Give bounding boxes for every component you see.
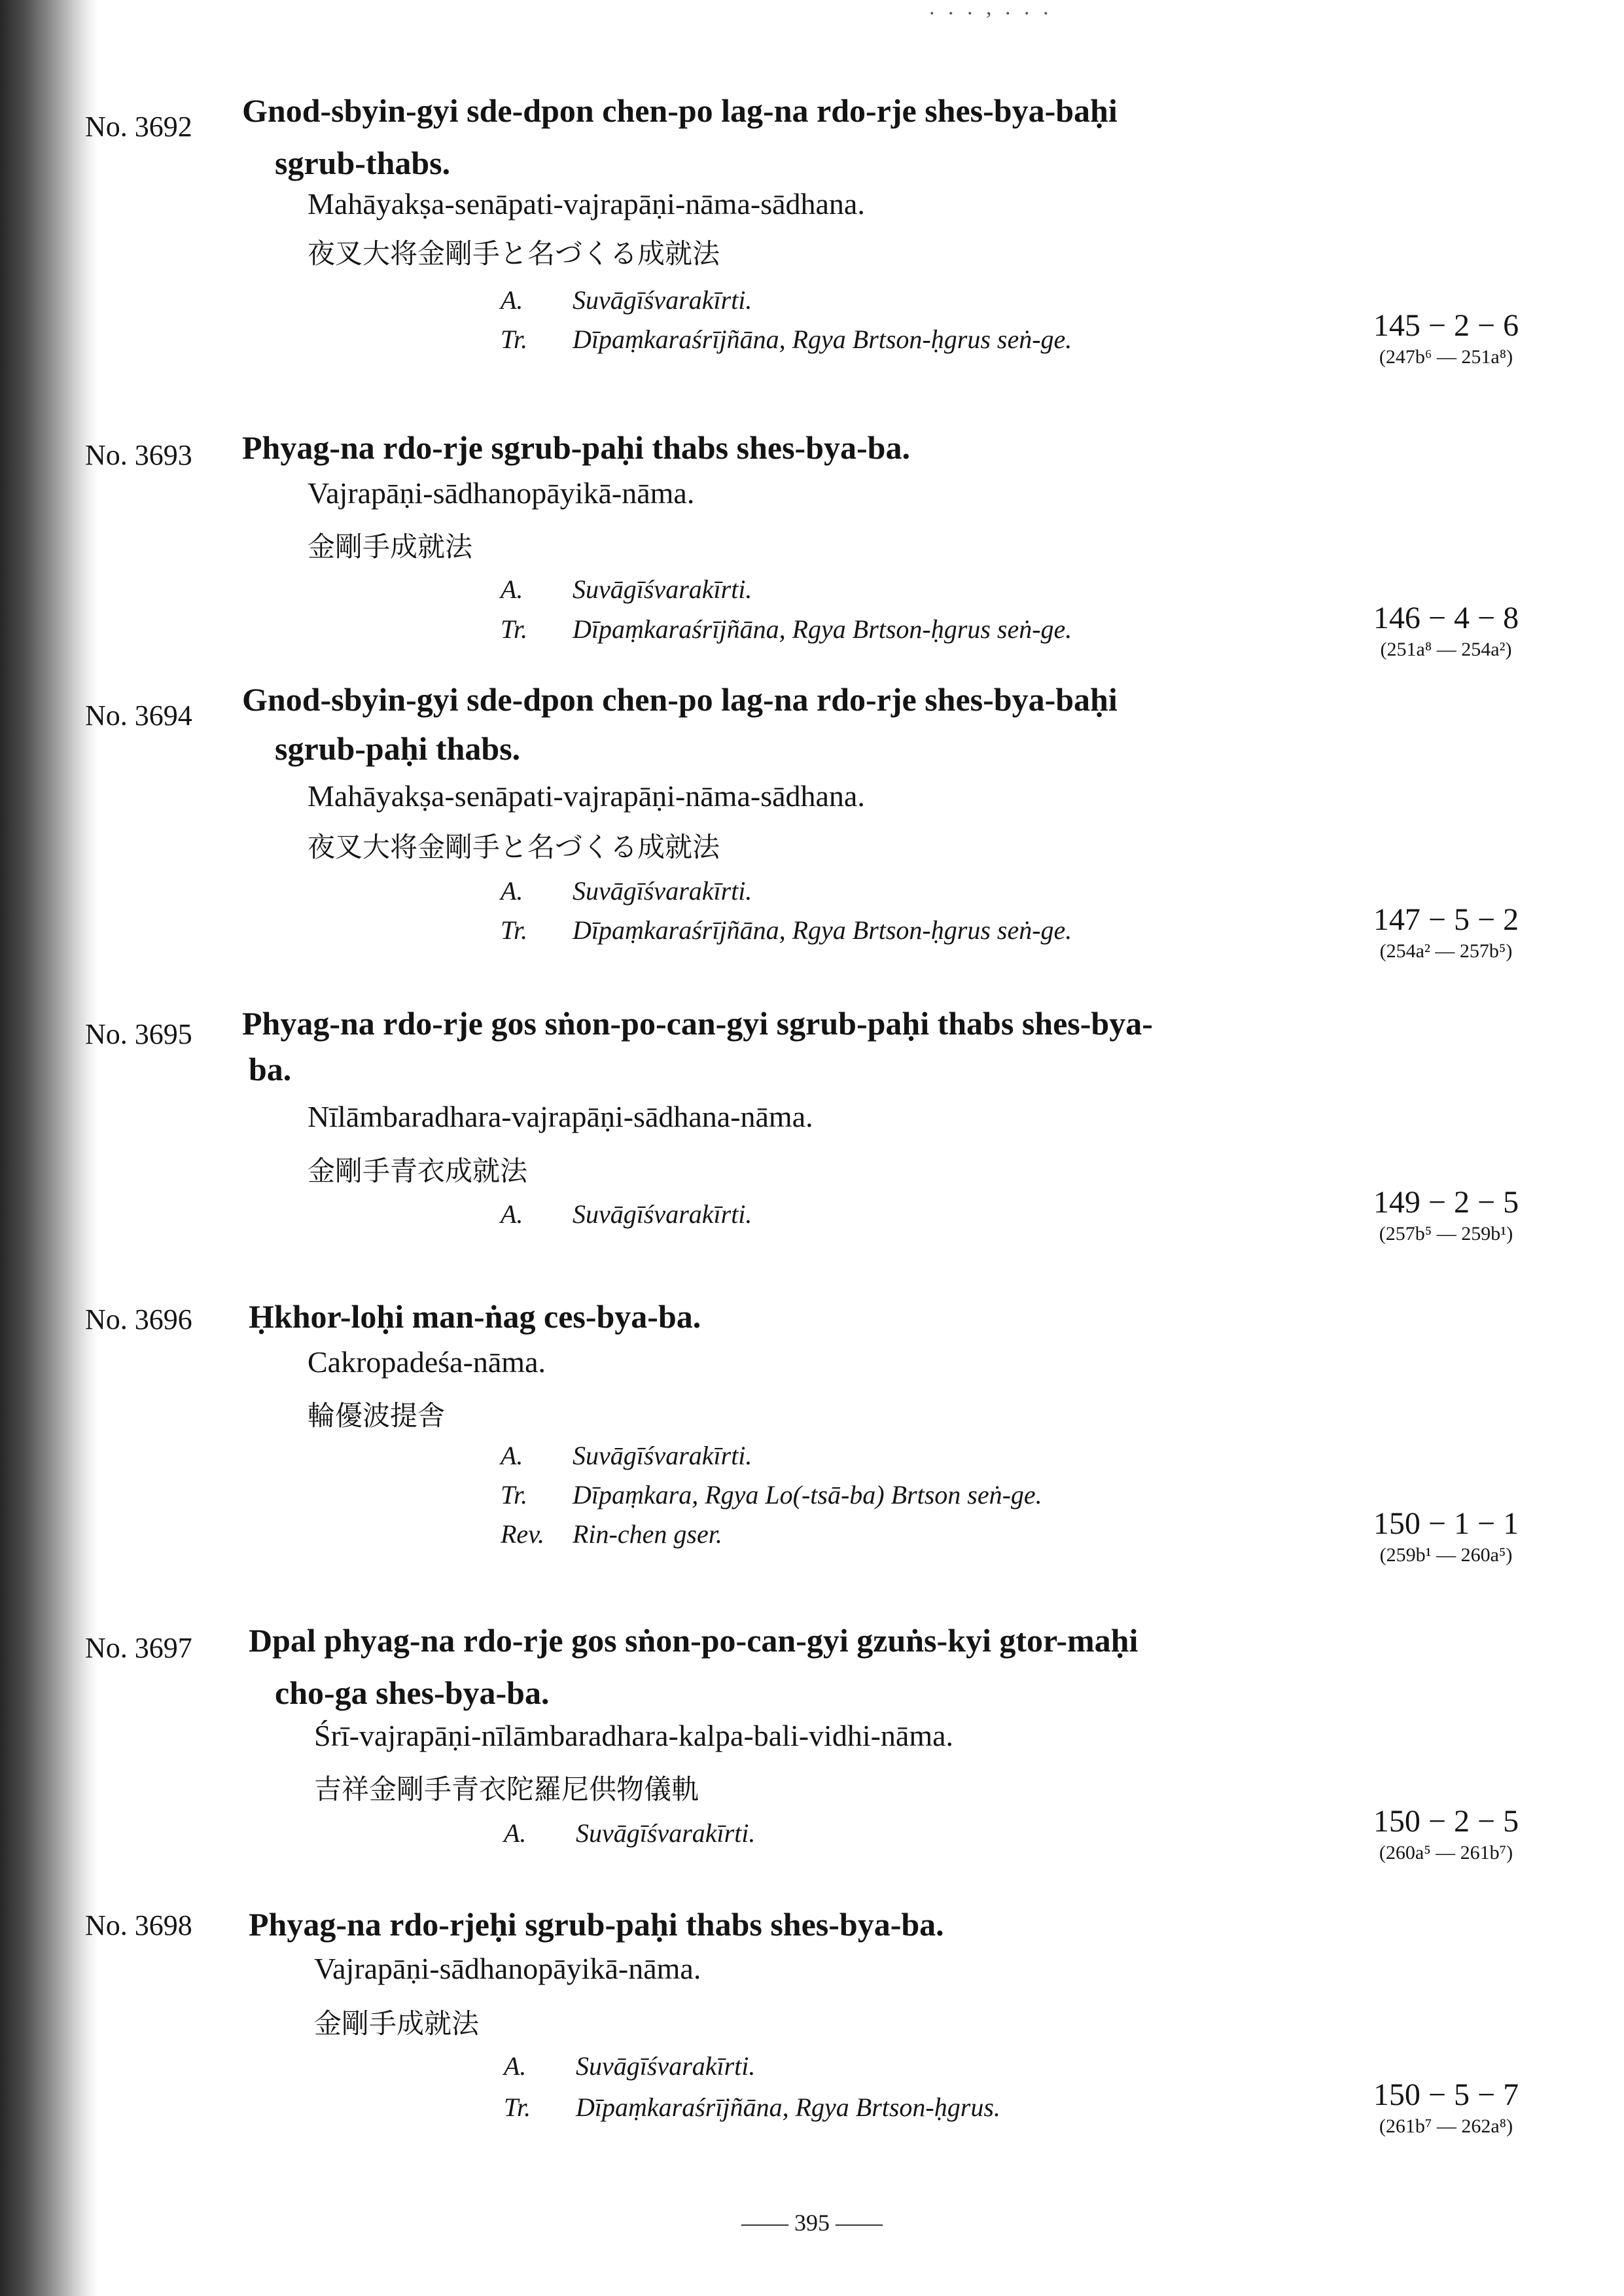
japanese-title: 吉祥金剛手青衣陀羅尼供物儀軌 [314,1773,699,1805]
author-line [501,875,752,906]
folio-range: (260a⁵ — 261b⁷) [1379,1842,1513,1863]
volume-folio-line: 146 − 4 − 8 [1373,601,1519,635]
folio-range: (247b⁶ — 251a⁸) [1379,346,1513,368]
tibetan-title-continued: sgrub-thabs. [275,145,451,181]
sanskrit-title: Śrī-vajrapāṇi-nīlāmbaradhara-kalpa-bali-vidhi-nāma. [314,1719,954,1752]
sanskrit-title: Mahāyakṣa-senāpati-vajrapāṇi-nāma-sādhana. [308,187,865,221]
sanskrit-title: Vajrapāṇi-sādhanopāyikā-nāma. [314,1952,701,1985]
translator-label: Tr. [504,2093,531,2122]
entry-number: No. 3693 [85,439,192,471]
author-name: Suvāgīśvarakīrti. [573,285,752,315]
tibetan-title: Phyag-na rdo-rje gos sṅon-po-can-gyi sgrub-paḥi thabs shes-bya- [242,1005,1153,1042]
entry-number: No. 3695 [85,1018,192,1050]
folio-range: (259b¹ — 260a⁵) [1379,1544,1513,1566]
volume-folio-line: 147 − 5 − 2 [1373,902,1519,937]
translator-line [501,915,1072,945]
translator-line [501,614,1072,645]
volume-reference [1322,308,1570,368]
translator-names: Dīpaṃkaraśrījñāna, Rgya Brtson-ḥgrus seṅ-ge. [573,325,1072,354]
translator-line [504,2092,1000,2123]
entry-number: No. 3692 [85,111,192,143]
reviser-name: Rin-chen gser. [573,1519,722,1549]
entry-number: No. 3697 [85,1632,192,1664]
author-label: A. [501,285,523,315]
author-name: Suvāgīśvarakīrti. [573,876,752,906]
tibetan-title: Dpal phyag-na rdo-rje gos sṅon-po-can-gyi gzuṅs-kyi gtor-maḥi [249,1622,1139,1659]
author-line [501,1440,752,1471]
author-label: A. [501,1441,523,1470]
author-line [504,1818,755,1848]
japanese-title: 金剛手青衣成就法 [308,1155,528,1187]
tibetan-title: Phyag-na rdo-rje sgrub-paḥi thabs shes-bya-ba. [242,429,910,466]
author-name: Suvāgīśvarakīrti. [573,1199,752,1229]
author-name: Suvāgīśvarakīrti. [576,2051,756,2081]
sanskrit-title: Cakropadeśa-nāma. [308,1345,546,1379]
japanese-title: 輪優波提舎 [308,1400,446,1432]
volume-folio-line: 150 − 5 − 7 [1373,2077,1519,2112]
translator-label: Tr. [501,915,528,945]
volume-reference [1322,1506,1570,1566]
header-fragment: . . . , . . . [929,0,1053,20]
reviser-label: Rev. [501,1519,544,1549]
author-label: A. [504,1818,527,1848]
book-binding-shadow [0,0,98,2296]
translator-label: Tr. [501,325,528,354]
japanese-title: 夜叉大将金剛手と名づくる成就法 [308,238,720,270]
volume-reference [1322,1803,1570,1864]
tibetan-title-continued: ba. [249,1051,292,1087]
author-name: Suvāgīśvarakīrti. [573,1441,752,1470]
translator-label: Tr. [501,1480,528,1510]
reviser-line [501,1519,722,1549]
author-label: A. [501,876,523,906]
translator-label: Tr. [501,614,528,644]
entry-number: No. 3698 [85,1909,192,1941]
author-line [501,285,752,315]
translator-names: Dīpaṃkaraśrījñāna, Rgya Brtson-ḥgrus seṅ-ge. [573,614,1072,644]
sanskrit-title: Nīlāmbaradhara-vajrapāṇi-sādhana-nāma. [308,1100,813,1133]
author-name: Suvāgīśvarakīrti. [573,574,752,604]
translator-names: Dīpaṃkaraśrījñāna, Rgya Brtson-ḥgrus. [576,2093,1000,2122]
volume-reference [1322,902,1570,963]
sanskrit-title: Vajrapāṇi-sādhanopāyikā-nāma. [308,476,695,510]
tibetan-title: Gnod-sbyin-gyi sde-dpon chen-po lag-na rdo-rje shes-bya-baḥi [242,92,1118,129]
tibetan-title-continued: sgrub-paḥi thabs. [275,730,521,767]
translator-line [501,324,1072,355]
author-line [501,574,752,605]
tibetan-title: Gnod-sbyin-gyi sde-dpon chen-po lag-na rdo-rje shes-bya-baḥi [242,681,1118,718]
page-number-value: 395 [794,2210,830,2236]
folio-range: (251a⁸ — 254a²) [1380,639,1512,660]
japanese-title: 夜叉大将金剛手と名づくる成就法 [308,831,720,863]
author-label: A. [501,574,523,604]
tibetan-title-continued: cho-ga shes-bya-ba. [275,1674,550,1711]
folio-range: (261b⁷ — 262a⁸) [1379,2115,1513,2137]
author-label: A. [504,2051,527,2081]
volume-folio-line: 149 − 2 − 5 [1373,1185,1519,1220]
volume-reference [1322,2077,1570,2138]
author-line [501,1199,752,1229]
tibetan-title: Ḥkhor-loḥi man-ṅag ces-bya-ba. [249,1298,701,1335]
tibetan-title: Phyag-na rdo-rjeḥi sgrub-paḥi thabs shes-bya-ba. [249,1906,944,1943]
japanese-title: 金剛手成就法 [314,2007,480,2040]
author-name: Suvāgīśvarakīrti. [576,1818,756,1848]
volume-reference [1322,1184,1570,1245]
volume-folio-line: 145 − 2 − 6 [1373,308,1519,343]
translator-names: Dīpaṃkara, Rgya Lo(-tsā-ba) Brtson seṅ-ge. [573,1480,1042,1510]
volume-folio-line: 150 − 1 − 1 [1373,1506,1519,1541]
folio-range: (257b⁵ — 259b¹) [1379,1223,1513,1245]
translator-names: Dīpaṃkaraśrījñāna, Rgya Brtson-ḥgrus seṅ-ge. [573,915,1072,945]
entry-number: No. 3696 [85,1303,192,1335]
sanskrit-title: Mahāyakṣa-senāpati-vajrapāṇi-nāma-sādhana. [308,779,865,813]
japanese-title: 金剛手成就法 [308,531,473,563]
volume-folio-line: 150 − 2 − 5 [1373,1804,1519,1839]
volume-reference [1322,600,1570,661]
author-label: A. [501,1199,523,1229]
page-number: —— 395 —— [741,2210,883,2236]
entry-number: No. 3694 [85,699,192,732]
folio-range: (254a² — 257b⁵) [1379,940,1513,962]
author-line [504,2051,755,2081]
translator-line [501,1479,1042,1510]
